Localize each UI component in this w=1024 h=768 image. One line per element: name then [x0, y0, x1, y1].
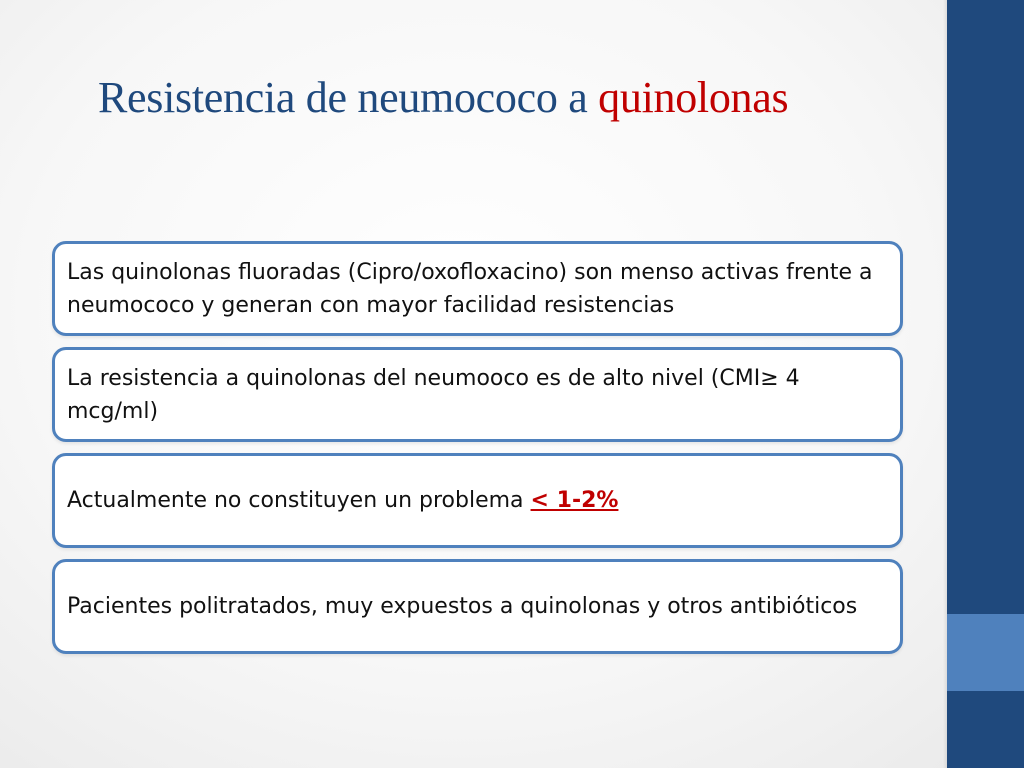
list-item-body: Pacientes politratados, muy expuestos a quinolonas y otros antibióticos: [67, 594, 858, 619]
list-item-text: [67, 590, 857, 623]
title-accent-text: quinolonas: [598, 73, 789, 122]
side-decor-accent: [947, 614, 1024, 691]
list-item-text: [67, 484, 618, 517]
slide-title: [98, 70, 788, 126]
list-item: [52, 347, 903, 442]
title-main-text: Resistencia de neumococo a: [98, 73, 588, 122]
list-item-text: [67, 256, 886, 322]
list-item-body: Las quinolonas fluoradas (Cipro/oxofloxacino) son menso activas frente a neumococo y generan con mayor facilidad resistencias: [67, 259, 873, 318]
list-item-body: Actualmente no constituyen un problema: [67, 488, 524, 513]
list-item: [52, 559, 903, 654]
list-item: [52, 241, 903, 336]
list-item-text: [67, 362, 886, 428]
list-item-body: La resistencia a quinolonas del neumooco es de alto nivel (CMI≥ 4 mcg/ml): [67, 365, 800, 424]
percentage-highlight: < 1-2%: [530, 488, 619, 513]
list-item: [52, 453, 903, 548]
